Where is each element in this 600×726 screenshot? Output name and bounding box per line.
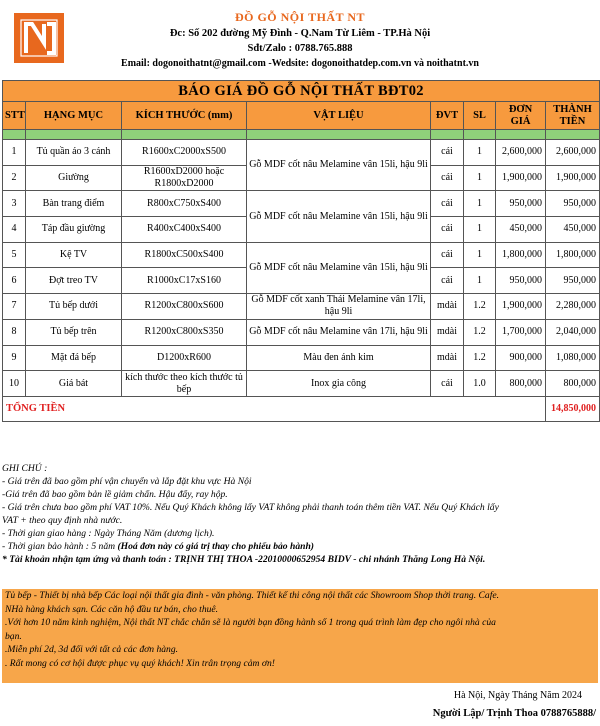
note-line: VAT + theo quy định nhà nước. xyxy=(2,515,123,526)
quotation-table xyxy=(2,80,600,422)
cell-size: R1600xC2000xS500 xyxy=(122,140,247,166)
total-label: TỔNG TIỀN xyxy=(3,396,546,421)
cell-qty: 1 xyxy=(464,242,496,268)
table-row xyxy=(3,191,600,217)
table-row xyxy=(3,140,600,166)
table-row xyxy=(3,294,600,320)
cell-unit: mdài xyxy=(431,294,464,320)
cell-price: 1,900,000 xyxy=(496,294,546,320)
table-row xyxy=(3,242,600,268)
note-line: -Giá trên đã bao gồm bản lề giảm chấn. Hậu đẩy, ray hộp. xyxy=(2,489,228,500)
cell-unit: cái xyxy=(431,242,464,268)
cell-unit: mdài xyxy=(431,319,464,345)
promo-line: . Rất mong có cơ hội được phục vụ quý khách! Xin trân trọng cảm ơn! xyxy=(5,657,275,669)
cell-price: 1,800,000 xyxy=(496,242,546,268)
table-header-row xyxy=(3,102,600,130)
col-header-total: THÀNH TIỀN xyxy=(546,102,600,130)
cell-stt: 3 xyxy=(3,191,26,217)
cell-unit: cái xyxy=(431,217,464,243)
cell-unit: cái xyxy=(431,140,464,166)
cell-unit: cái xyxy=(431,268,464,294)
note-line: - Giá trên chưa bao gồm phí VAT 10%. Nếu Quý Khách không lấy VAT không phải thanh toán thêm tiền VAT. Nếu Quý Khách lấy xyxy=(2,502,499,513)
cell-price: 800,000 xyxy=(496,371,546,397)
cell-price: 950,000 xyxy=(496,268,546,294)
cell-item: Táp đầu giường xyxy=(26,217,122,243)
cell-unit: mdài xyxy=(431,345,464,371)
cell-size: R1200xC800xS600 xyxy=(122,294,247,320)
cell-total: 2,280,000 xyxy=(546,294,600,320)
footer-signer: Người Lập/ Trịnh Thoa 0788765888/ xyxy=(432,708,596,719)
company-name: ĐỒ GỖ NỘI THẤT NT xyxy=(234,10,366,24)
cell-stt: 10 xyxy=(3,371,26,397)
promo-line: bạn. xyxy=(5,630,22,642)
col-header-item: HẠNG MỤC xyxy=(26,102,122,130)
table-row xyxy=(3,345,600,371)
cell-size: R1200xC800xS350 xyxy=(122,319,247,345)
col-header-size: KÍCH THƯỚC (mm) xyxy=(122,102,247,130)
promo-line: Tủ bếp - Thiết bị nhà bếp Các loại nội thất gia đình - văn phòng. Thiết kế thi công nội thất các Showroom Shop thời trang. Cafe. xyxy=(5,590,500,601)
cell-qty: 1 xyxy=(464,191,496,217)
col-header-material: VẬT LIỆU xyxy=(247,102,431,130)
cell-item: Tủ bếp trên xyxy=(26,319,122,345)
promo-line: NHà hàng khách sạn. Các căn hộ đầu tư bán, cho thuê. xyxy=(5,603,219,615)
total-row xyxy=(3,396,600,421)
cell-unit: cái xyxy=(431,371,464,397)
company-contact: Email: dogonoithatnt@gmail.com -Wedsite: dogonoithatdep.com.vn và noithatnt.vn xyxy=(121,58,479,69)
cell-total: 950,000 xyxy=(546,191,600,217)
promo-line: .Với hơn 10 năm kinh nghiệm, Nội thất NT chắc chắn sẽ là người bạn đồng hành số 1 trong quá trình làm đẹp cho ngôi nhà của xyxy=(5,617,496,628)
warranty-line xyxy=(2,540,597,553)
cell-total: 1,080,000 xyxy=(546,345,600,371)
cell-stt: 4 xyxy=(3,217,26,243)
bank-account-note: * Tài khoản nhận tạm ứng và thanh toán : TRỊNH THỊ THOA -22010000652954 BIDV - chi nhánh Thăng Long Hà Nội. xyxy=(2,554,486,565)
cell-material: Gỗ MDF cốt nâu Melamine vân 15li, hậu 9li xyxy=(247,140,431,191)
col-header-qty: SL xyxy=(464,102,496,130)
cell-stt: 5 xyxy=(3,242,26,268)
cell-total: 1,800,000 xyxy=(546,242,600,268)
col-header-price: ĐƠN GIÁ xyxy=(496,102,546,130)
cell-item: Kệ TV xyxy=(26,242,122,268)
footer-date: Hà Nội, Ngày Tháng Năm 2024 xyxy=(453,690,582,701)
promo-box xyxy=(2,589,598,683)
cell-stt: 2 xyxy=(3,165,26,191)
cell-size: R400xC400xS400 xyxy=(122,217,247,243)
cell-total: 2,040,000 xyxy=(546,319,600,345)
notes-heading: GHI CHÚ : xyxy=(2,463,48,474)
cell-price: 450,000 xyxy=(496,217,546,243)
cell-stt: 7 xyxy=(3,294,26,320)
cell-qty: 1 xyxy=(464,268,496,294)
quotation-title: BÁO GIÁ ĐỒ GỖ NỘI THẤT BĐT02 xyxy=(3,81,600,102)
col-header-stt: STT xyxy=(3,102,26,130)
cell-size: R1000xC17xS160 xyxy=(122,268,247,294)
cell-material: Gỗ MDF cốt nâu Melamine vân 15li, hậu 9li xyxy=(247,191,431,242)
cell-total: 950,000 xyxy=(546,268,600,294)
table-row xyxy=(3,319,600,345)
cell-total: 450,000 xyxy=(546,217,600,243)
total-value: 14,850,000 xyxy=(546,396,600,421)
cell-item: Giường xyxy=(26,165,122,191)
cell-qty: 1 xyxy=(464,165,496,191)
cell-item: Giá bát xyxy=(26,371,122,397)
warranty-note: (Hoá đơn này có giá trị thay cho phiếu bảo hành) xyxy=(117,541,314,552)
cell-price: 1,700,000 xyxy=(496,319,546,345)
cell-material: Gỗ MDF cốt nâu Melamine vân 15li, hậu 9li xyxy=(247,242,431,293)
cell-material: Gỗ MDF cốt xanh Thái Melamine vân 17li, hậu 9li xyxy=(247,294,431,320)
note-line: - Thời gian giao hàng : Ngày Tháng Năm (dương lịch). xyxy=(2,528,215,539)
cell-qty: 1 xyxy=(464,217,496,243)
cell-stt: 8 xyxy=(3,319,26,345)
cell-item: Mặt đá bếp xyxy=(26,345,122,371)
cell-stt: 6 xyxy=(3,268,26,294)
cell-material: Inox gia công xyxy=(247,371,431,397)
cell-total: 2,600,000 xyxy=(546,140,600,166)
note-line: - Giá trên đã bao gồm phí vận chuyển và lắp đặt khu vực Hà Nội xyxy=(2,476,252,487)
cell-size: R800xC750xS400 xyxy=(122,191,247,217)
cell-unit: cái xyxy=(431,165,464,191)
cell-item: Đợt treo TV xyxy=(26,268,122,294)
cell-size: kích thước theo kích thước tủ bếp xyxy=(122,371,247,397)
cell-material: Màu đen ánh kim xyxy=(247,345,431,371)
cell-total: 1,900,000 xyxy=(546,165,600,191)
cell-qty: 1.2 xyxy=(464,319,496,345)
col-header-unit: ĐVT xyxy=(431,102,464,130)
cell-size: D1200xR600 xyxy=(122,345,247,371)
note-line: - Thời gian bảo hành : 5 năm xyxy=(2,541,116,552)
cell-unit: cái xyxy=(431,191,464,217)
promo-line: .Miễn phí 2d, 3d đối với tất cả các đơn hàng. xyxy=(5,644,179,655)
cell-stt: 9 xyxy=(3,345,26,371)
table-row xyxy=(3,371,600,397)
notes-section xyxy=(2,462,597,566)
cell-price: 1,900,000 xyxy=(496,165,546,191)
cell-qty: 1.0 xyxy=(464,371,496,397)
cell-item: Tủ quần áo 3 cánh xyxy=(26,140,122,166)
spacer-row xyxy=(3,130,600,140)
cell-item: Tủ bếp dưới xyxy=(26,294,122,320)
cell-qty: 1 xyxy=(464,140,496,166)
cell-item: Bàn trang điểm xyxy=(26,191,122,217)
cell-price: 950,000 xyxy=(496,191,546,217)
cell-material: Gỗ MDF cốt nâu Melamine vân 17li, hậu 9li xyxy=(247,319,431,345)
cell-qty: 1.2 xyxy=(464,345,496,371)
company-header xyxy=(0,0,600,78)
cell-price: 900,000 xyxy=(496,345,546,371)
cell-qty: 1.2 xyxy=(464,294,496,320)
cell-total: 800,000 xyxy=(546,371,600,397)
cell-size: R1800xC500xS400 xyxy=(122,242,247,268)
company-phone: Sđt/Zalo : 0788.765.888 xyxy=(247,43,353,54)
cell-stt: 1 xyxy=(3,140,26,166)
cell-size: R1600xD2000 hoặc R1800xD2000 xyxy=(122,165,247,191)
cell-price: 2,600,000 xyxy=(496,140,546,166)
company-address: Đc: Số 202 đường Mỹ Đình - Q.Nam Từ Liêm - TP.Hà Nội xyxy=(169,28,431,39)
